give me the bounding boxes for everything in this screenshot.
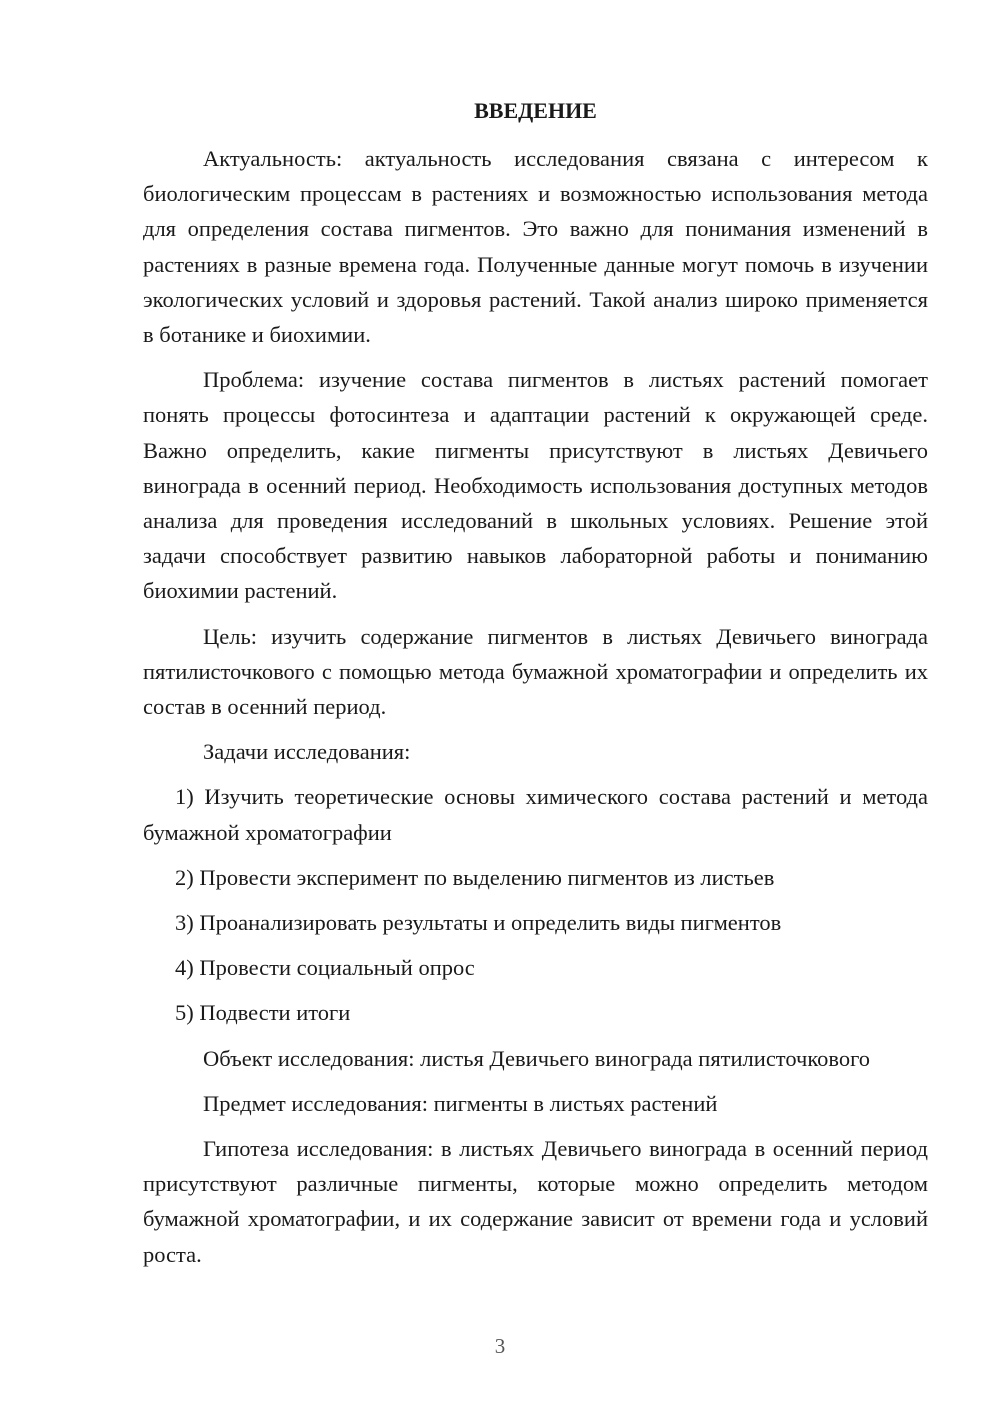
tasks-heading: Задачи исследования: — [203, 739, 411, 765]
goal-paragraph: Цель: изучить содержание пигментов в листьях Девичьего винограда пятилисточкового с помощью метода бумажной хроматографии и определить их состав в осенний период. — [143, 623, 928, 720]
hypothesis-paragraph: Гипотеза исследования: в листьях Девичьего винограда в осенний период присутствуют различные пигменты, которые можно определить методом бумажной хроматографии, и их содержание зависит от времени года и условий роста. — [143, 1136, 928, 1267]
subject-paragraph: Предмет исследования: пигменты в листьях растений — [203, 1090, 718, 1116]
page-number: 3 — [494, 1334, 506, 1358]
document-body — [143, 141, 928, 1272]
task-item-2: 2) Провести эксперимент по выделению пигментов из листьев — [175, 864, 775, 890]
relevance-paragraph: Актуальность: актуальность исследования связана с интересом к биологическим процессам в растениях и возможностью использования метода для определения состава пигментов. Это важно для понимания изменений в растениях в разные времена года. Полученные данные могут помочь в изучении экологических условий и здоровья растений. Такой анализ широко применяется в ботанике и биохимии. — [143, 146, 928, 348]
problem-paragraph: Проблема: изучение состава пигментов в листьях растений помогает понять процессы фотосинтеза и адаптации растений к окружающей среде. Важно определить, какие пигменты присутствуют в листьях Девичьего винограда в осенний период. Необходимость использования доступных методов анализа для проведения исследований в школьных условиях. Решение этой задачи способствует развитию навыков лабораторной работы и пониманию биохимии растений. — [143, 367, 928, 604]
page-title: ВВЕДЕНИЕ — [474, 98, 597, 123]
task-item-4: 4) Провести социальный опрос — [175, 955, 475, 981]
task-item-1: 1) Изучить теоретические основы химического состава растений и метода бумажной хроматографии — [143, 784, 928, 845]
task-item-3: 3) Проанализировать результаты и определить виды пигментов — [175, 910, 782, 936]
task-item-5: 5) Подвести итоги — [175, 1000, 351, 1026]
object-paragraph: Объект исследования: листья Девичьего винограда пятилисточкового — [203, 1045, 871, 1071]
